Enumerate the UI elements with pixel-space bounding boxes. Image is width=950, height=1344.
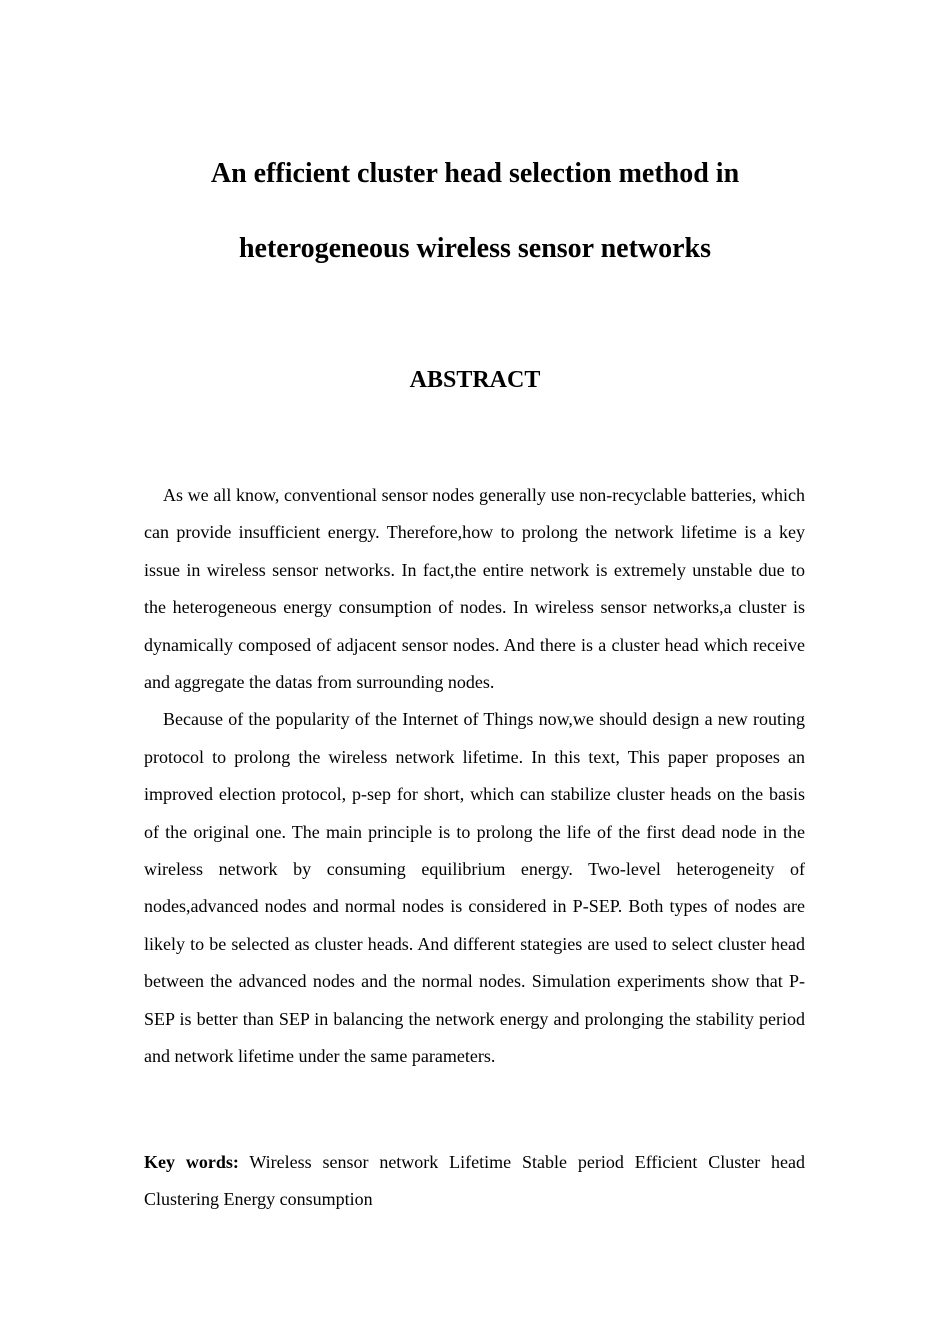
keyword-item: Wireless sensor network xyxy=(249,1152,439,1172)
keyword-item: Lifetime xyxy=(449,1152,512,1172)
abstract-paragraph-2: Because of the popularity of the Internet of Things now,we should design a new routing protocol to prolong the wireless network lifetime. In this text, This paper proposes an improved election protocol, p-sep for short, which can stabilize cluster heads on the basis of the original one. The main principle is to prolong the life of the first dead node in the wireless network by consuming equilibrium energy. Two-level heterogeneity of nodes,advanced nodes and normal nodes is considered in P-SEP. Both types of nodes are likely to be selected as cluster heads. And different stategies are used to select cluster head between the advanced nodes and the normal nodes. Simulation experiments show that P-SEP is better than SEP in balancing the network energy and prolonging the stability period and network lifetime under the same parameters. xyxy=(144,709,805,1067)
abstract-heading: ABSTRACT xyxy=(409,367,541,393)
abstract-paragraph-1: As we all know, conventional sensor nodes generally use non-recyclable batteries, which can provide insufficient energy. Therefore,how to prolong the network lifetime is a key issue in wireless sensor networks. In fact,the entire network is extremely unstable due to the heterogeneous energy consumption of nodes. In wireless sensor networks,a cluster is dynamically composed of adjacent sensor nodes. And there is a cluster head which receive and aggregate the datas from surrounding nodes. xyxy=(144,485,805,693)
keywords-line xyxy=(144,1144,805,1219)
keyword-item: Cluster head xyxy=(708,1152,806,1172)
keyword-item: Energy consumption xyxy=(223,1189,373,1210)
paper-title-line-1: An efficient cluster head selection method in xyxy=(210,158,740,189)
keyword-item: Stable period xyxy=(522,1152,624,1172)
keywords-label: Key words: xyxy=(144,1152,239,1172)
keyword-item: Clustering xyxy=(144,1189,219,1210)
keyword-item: Efficient xyxy=(634,1152,698,1172)
abstract-body xyxy=(144,477,805,1076)
paper-title-line-2: heterogeneous wireless sensor networks xyxy=(238,233,712,264)
